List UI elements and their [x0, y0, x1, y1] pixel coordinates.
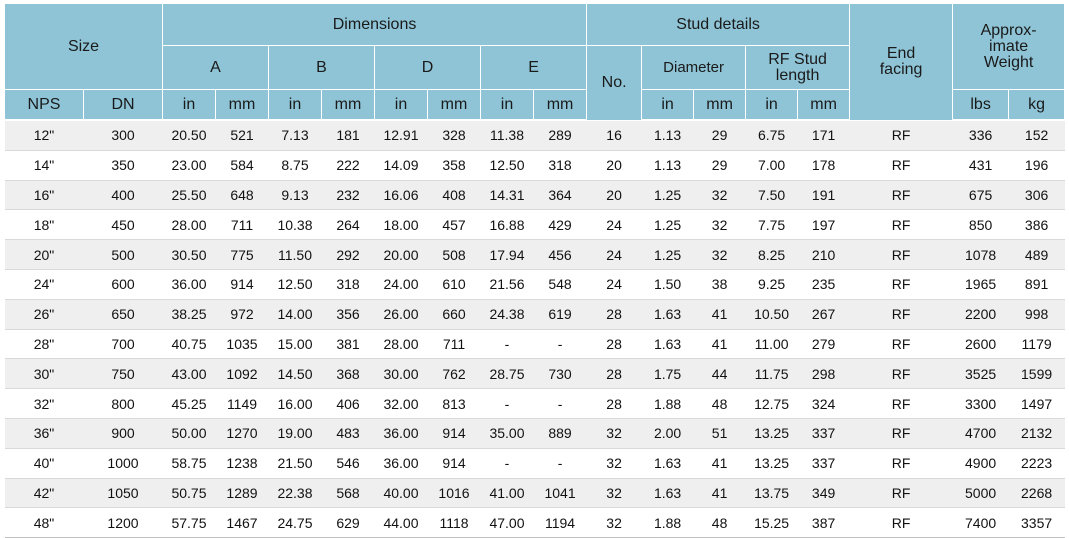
a-in-cell: 50.00 — [163, 418, 216, 448]
a-mm-cell: 914 — [216, 269, 269, 299]
length-in-cell: 13.25 — [746, 418, 798, 448]
d-in-header: in — [375, 90, 428, 121]
size-header: Size — [5, 4, 163, 90]
d-in-cell: 20.00 — [375, 240, 428, 270]
b-in-cell: 14.50 — [269, 359, 322, 389]
b-mm-cell: 222 — [322, 150, 375, 180]
e-mm-cell: 318 — [534, 150, 587, 180]
a-mm-cell: 1289 — [216, 478, 269, 508]
weight-kg-cell: 2223 — [1009, 448, 1065, 478]
diameter-mm-cell: 41 — [694, 448, 746, 478]
length-mm-header: mm — [798, 90, 850, 121]
weight-kg-header: kg — [1009, 90, 1065, 121]
weight-lbs-cell: 850 — [953, 210, 1009, 240]
d-mm-cell: 610 — [428, 269, 481, 299]
length-in-cell: 7.50 — [746, 180, 798, 210]
e-mm-cell: 289 — [534, 120, 587, 150]
d-mm-cell: 1016 — [428, 478, 481, 508]
dimension-e-header: E — [481, 46, 587, 90]
stud-no-cell: 24 — [587, 240, 642, 270]
diameter-mm-cell: 29 — [694, 120, 746, 150]
b-in-cell: 11.50 — [269, 240, 322, 270]
e-in-cell: 47.00 — [481, 508, 534, 538]
stud-no-cell: 32 — [587, 508, 642, 538]
weight-lbs-cell: 2200 — [953, 299, 1009, 329]
e-mm-cell: - — [534, 329, 587, 359]
diameter-in-cell: 1.50 — [642, 269, 694, 299]
table-row — [5, 240, 1065, 270]
diameter-in-cell: 1.25 — [642, 180, 694, 210]
e-mm-header: mm — [534, 90, 587, 121]
nps-cell: 14" — [5, 150, 84, 180]
b-mm-cell: 356 — [322, 299, 375, 329]
e-in-cell: 35.00 — [481, 418, 534, 448]
table-row — [5, 180, 1065, 210]
e-in-cell: 21.56 — [481, 269, 534, 299]
dn-cell: 1200 — [84, 508, 163, 538]
d-in-cell: 44.00 — [375, 508, 428, 538]
a-in-cell: 28.00 — [163, 210, 216, 240]
d-mm-cell: 358 — [428, 150, 481, 180]
diameter-in-cell: 1.25 — [642, 210, 694, 240]
d-mm-cell: 408 — [428, 180, 481, 210]
e-in-cell: 12.50 — [481, 150, 534, 180]
a-mm-cell: 1149 — [216, 389, 269, 419]
diameter-mm-cell: 51 — [694, 418, 746, 448]
stud-no-cell: 28 — [587, 389, 642, 419]
a-mm-header: mm — [216, 90, 269, 121]
length-mm-cell: 210 — [798, 240, 850, 270]
b-mm-cell: 568 — [322, 478, 375, 508]
stud-no-cell: 16 — [587, 120, 642, 150]
length-mm-cell: 337 — [798, 418, 850, 448]
b-mm-cell: 546 — [322, 448, 375, 478]
d-in-cell: 24.00 — [375, 269, 428, 299]
b-in-cell: 12.50 — [269, 269, 322, 299]
e-in-cell: - — [481, 329, 534, 359]
a-in-cell: 25.50 — [163, 180, 216, 210]
e-mm-cell: 619 — [534, 299, 587, 329]
b-in-cell: 21.50 — [269, 448, 322, 478]
e-mm-cell: 730 — [534, 359, 587, 389]
weight-kg-cell: 2268 — [1009, 478, 1065, 508]
dn-cell: 900 — [84, 418, 163, 448]
b-in-cell: 9.13 — [269, 180, 322, 210]
a-mm-cell: 1092 — [216, 359, 269, 389]
stud-details-header: Stud details — [587, 4, 850, 46]
a-mm-cell: 584 — [216, 150, 269, 180]
diameter-mm-cell: 41 — [694, 299, 746, 329]
diameter-in-cell: 1.88 — [642, 389, 694, 419]
stud-no-cell: 20 — [587, 150, 642, 180]
stud-no-cell: 28 — [587, 359, 642, 389]
weight-lbs-cell: 2600 — [953, 329, 1009, 359]
b-mm-cell: 318 — [322, 269, 375, 299]
length-in-cell: 10.50 — [746, 299, 798, 329]
table-row — [5, 359, 1065, 389]
length-mm-cell: 178 — [798, 150, 850, 180]
a-mm-cell: 521 — [216, 120, 269, 150]
stud-no-cell: 24 — [587, 269, 642, 299]
weight-kg-cell: 3357 — [1009, 508, 1065, 538]
nps-cell: 16" — [5, 180, 84, 210]
nps-cell: 26" — [5, 299, 84, 329]
dn-cell: 450 — [84, 210, 163, 240]
weight-kg-cell: 891 — [1009, 269, 1065, 299]
diameter-mm-cell: 44 — [694, 359, 746, 389]
b-mm-header: mm — [322, 90, 375, 121]
nps-cell: 42" — [5, 478, 84, 508]
stud-no-cell: 20 — [587, 180, 642, 210]
dn-cell: 300 — [84, 120, 163, 150]
e-in-header: in — [481, 90, 534, 121]
e-mm-cell: 429 — [534, 210, 587, 240]
b-in-cell: 16.00 — [269, 389, 322, 419]
e-in-cell: 11.38 — [481, 120, 534, 150]
end-facing-cell: RF — [850, 448, 953, 478]
end-facing-cell: RF — [850, 418, 953, 448]
a-in-cell: 58.75 — [163, 448, 216, 478]
flange-dimensions-table — [4, 3, 1065, 538]
length-in-cell: 15.25 — [746, 508, 798, 538]
b-in-cell: 8.75 — [269, 150, 322, 180]
a-mm-cell: 775 — [216, 240, 269, 270]
stud-no-cell: 32 — [587, 418, 642, 448]
dn-cell: 350 — [84, 150, 163, 180]
e-in-cell: 14.31 — [481, 180, 534, 210]
e-in-cell: 24.38 — [481, 299, 534, 329]
d-mm-cell: 508 — [428, 240, 481, 270]
diameter-in-cell: 1.25 — [642, 240, 694, 270]
weight-lbs-cell: 675 — [953, 180, 1009, 210]
b-in-cell: 24.75 — [269, 508, 322, 538]
nps-cell: 48" — [5, 508, 84, 538]
end-facing-cell: RF — [850, 478, 953, 508]
d-in-cell: 18.00 — [375, 210, 428, 240]
nps-cell: 30" — [5, 359, 84, 389]
weight-lbs-cell: 336 — [953, 120, 1009, 150]
a-in-cell: 23.00 — [163, 150, 216, 180]
a-in-cell: 50.75 — [163, 478, 216, 508]
d-in-cell: 36.00 — [375, 418, 428, 448]
d-mm-cell: 1118 — [428, 508, 481, 538]
a-in-cell: 57.75 — [163, 508, 216, 538]
diameter-in-cell: 1.63 — [642, 448, 694, 478]
diameter-mm-cell: 48 — [694, 389, 746, 419]
weight-lbs-cell: 3525 — [953, 359, 1009, 389]
weight-kg-cell: 196 — [1009, 150, 1065, 180]
d-in-cell: 40.00 — [375, 478, 428, 508]
d-mm-cell: 660 — [428, 299, 481, 329]
dn-header: DN — [84, 90, 163, 121]
a-mm-cell: 1467 — [216, 508, 269, 538]
d-mm-cell: 914 — [428, 418, 481, 448]
b-mm-cell: 629 — [322, 508, 375, 538]
a-mm-cell: 1238 — [216, 448, 269, 478]
weight-lbs-cell: 4700 — [953, 418, 1009, 448]
diameter-mm-cell: 32 — [694, 210, 746, 240]
end-facing-cell: RF — [850, 210, 953, 240]
length-in-cell: 13.75 — [746, 478, 798, 508]
diameter-mm-cell: 32 — [694, 240, 746, 270]
dimension-d-header: D — [375, 46, 481, 90]
length-mm-cell: 267 — [798, 299, 850, 329]
weight-kg-cell: 1497 — [1009, 389, 1065, 419]
weight-lbs-cell: 3300 — [953, 389, 1009, 419]
table-body — [5, 120, 1065, 538]
table-row — [5, 299, 1065, 329]
d-mm-header: mm — [428, 90, 481, 121]
nps-cell: 20" — [5, 240, 84, 270]
length-in-cell: 11.00 — [746, 329, 798, 359]
weight-kg-cell: 306 — [1009, 180, 1065, 210]
table-row — [5, 418, 1065, 448]
e-in-cell: 16.88 — [481, 210, 534, 240]
length-in-cell: 11.75 — [746, 359, 798, 389]
b-in-header: in — [269, 90, 322, 121]
d-mm-cell: 813 — [428, 389, 481, 419]
diameter-in-cell: 1.63 — [642, 299, 694, 329]
dn-cell: 600 — [84, 269, 163, 299]
e-mm-cell: 364 — [534, 180, 587, 210]
dn-cell: 700 — [84, 329, 163, 359]
stud-no-cell: 28 — [587, 329, 642, 359]
length-in-cell: 13.25 — [746, 448, 798, 478]
e-in-cell: 41.00 — [481, 478, 534, 508]
diameter-in-cell: 1.13 — [642, 150, 694, 180]
a-in-cell: 45.25 — [163, 389, 216, 419]
table-row — [5, 150, 1065, 180]
nps-cell: 12" — [5, 120, 84, 150]
length-mm-cell: 191 — [798, 180, 850, 210]
stud-no-cell: 24 — [587, 210, 642, 240]
a-mm-cell: 648 — [216, 180, 269, 210]
b-in-cell: 10.38 — [269, 210, 322, 240]
length-in-cell: 7.00 — [746, 150, 798, 180]
length-mm-cell: 279 — [798, 329, 850, 359]
table-row — [5, 329, 1065, 359]
dn-cell: 750 — [84, 359, 163, 389]
end-facing-cell: RF — [850, 120, 953, 150]
e-in-cell: - — [481, 448, 534, 478]
e-in-cell: 28.75 — [481, 359, 534, 389]
end-facing-cell: RF — [850, 240, 953, 270]
a-in-cell: 38.25 — [163, 299, 216, 329]
nps-cell: 32" — [5, 389, 84, 419]
d-mm-cell: 457 — [428, 210, 481, 240]
weight-kg-cell: 2132 — [1009, 418, 1065, 448]
weight-lbs-cell: 1965 — [953, 269, 1009, 299]
diameter-mm-cell: 41 — [694, 329, 746, 359]
weight-kg-cell: 489 — [1009, 240, 1065, 270]
dimensions-header: Dimensions — [163, 4, 587, 46]
dimension-b-header: B — [269, 46, 375, 90]
diameter-in-cell: 1.88 — [642, 508, 694, 538]
b-mm-cell: 181 — [322, 120, 375, 150]
stud-no-cell: 32 — [587, 448, 642, 478]
d-in-cell: 14.09 — [375, 150, 428, 180]
diameter-mm-header: mm — [694, 90, 746, 121]
a-mm-cell: 1035 — [216, 329, 269, 359]
end-facing-cell: RF — [850, 508, 953, 538]
diameter-in-header: in — [642, 90, 694, 121]
length-mm-cell: 235 — [798, 269, 850, 299]
dn-cell: 800 — [84, 389, 163, 419]
diameter-mm-cell: 38 — [694, 269, 746, 299]
end-facing-cell: RF — [850, 269, 953, 299]
a-in-cell: 36.00 — [163, 269, 216, 299]
b-in-cell: 15.00 — [269, 329, 322, 359]
e-mm-cell: 456 — [534, 240, 587, 270]
e-mm-cell: - — [534, 448, 587, 478]
d-mm-cell: 914 — [428, 448, 481, 478]
end-facing-cell: RF — [850, 299, 953, 329]
table-row — [5, 478, 1065, 508]
dn-cell: 650 — [84, 299, 163, 329]
weight-lbs-cell: 4900 — [953, 448, 1009, 478]
length-mm-cell: 349 — [798, 478, 850, 508]
b-mm-cell: 292 — [322, 240, 375, 270]
d-in-cell: 28.00 — [375, 329, 428, 359]
diameter-in-cell: 1.13 — [642, 120, 694, 150]
weight-lbs-header: lbs — [953, 90, 1009, 121]
weight-header: Approx-imate Weight — [953, 4, 1065, 90]
diameter-in-cell: 2.00 — [642, 418, 694, 448]
nps-cell: 40" — [5, 448, 84, 478]
nps-cell: 18" — [5, 210, 84, 240]
stud-count-header: No. — [587, 46, 642, 121]
nps-cell: 24" — [5, 269, 84, 299]
e-mm-cell: 1194 — [534, 508, 587, 538]
a-in-cell: 30.50 — [163, 240, 216, 270]
d-mm-cell: 762 — [428, 359, 481, 389]
diameter-in-cell: 1.63 — [642, 478, 694, 508]
b-mm-cell: 264 — [322, 210, 375, 240]
e-mm-cell: 548 — [534, 269, 587, 299]
length-mm-cell: 197 — [798, 210, 850, 240]
table-row — [5, 120, 1065, 150]
end-facing-cell: RF — [850, 180, 953, 210]
diameter-mm-cell: 41 — [694, 478, 746, 508]
e-mm-cell: 889 — [534, 418, 587, 448]
b-in-cell: 7.13 — [269, 120, 322, 150]
b-mm-cell: 406 — [322, 389, 375, 419]
e-in-cell: 17.94 — [481, 240, 534, 270]
b-mm-cell: 232 — [322, 180, 375, 210]
stud-no-cell: 32 — [587, 478, 642, 508]
e-mm-cell: 1041 — [534, 478, 587, 508]
dn-cell: 500 — [84, 240, 163, 270]
a-mm-cell: 972 — [216, 299, 269, 329]
weight-lbs-cell: 7400 — [953, 508, 1009, 538]
length-mm-cell: 324 — [798, 389, 850, 419]
a-mm-cell: 711 — [216, 210, 269, 240]
diameter-mm-cell: 48 — [694, 508, 746, 538]
length-in-header: in — [746, 90, 798, 121]
weight-lbs-cell: 1078 — [953, 240, 1009, 270]
d-mm-cell: 328 — [428, 120, 481, 150]
d-in-cell: 30.00 — [375, 359, 428, 389]
dimension-a-header: A — [163, 46, 269, 90]
dn-cell: 1000 — [84, 448, 163, 478]
weight-kg-cell: 998 — [1009, 299, 1065, 329]
dn-cell: 1050 — [84, 478, 163, 508]
d-in-cell: 32.00 — [375, 389, 428, 419]
end-facing-cell: RF — [850, 389, 953, 419]
weight-lbs-cell: 5000 — [953, 478, 1009, 508]
d-in-cell: 36.00 — [375, 448, 428, 478]
table-header — [5, 4, 1065, 121]
e-mm-cell: - — [534, 389, 587, 419]
weight-kg-cell: 152 — [1009, 120, 1065, 150]
b-mm-cell: 368 — [322, 359, 375, 389]
diameter-in-cell: 1.75 — [642, 359, 694, 389]
b-mm-cell: 483 — [322, 418, 375, 448]
a-in-cell: 20.50 — [163, 120, 216, 150]
table-row — [5, 508, 1065, 538]
nps-cell: 28" — [5, 329, 84, 359]
weight-lbs-cell: 431 — [953, 150, 1009, 180]
table-row — [5, 210, 1065, 240]
a-in-cell: 40.75 — [163, 329, 216, 359]
d-in-cell: 26.00 — [375, 299, 428, 329]
length-mm-cell: 387 — [798, 508, 850, 538]
weight-kg-cell: 1179 — [1009, 329, 1065, 359]
end-facing-cell: RF — [850, 359, 953, 389]
b-in-cell: 22.38 — [269, 478, 322, 508]
d-in-cell: 16.06 — [375, 180, 428, 210]
e-in-cell: - — [481, 389, 534, 419]
a-in-header: in — [163, 90, 216, 121]
diameter-mm-cell: 29 — [694, 150, 746, 180]
length-in-cell: 6.75 — [746, 120, 798, 150]
d-mm-cell: 711 — [428, 329, 481, 359]
stud-length-header: RF Stud length — [746, 46, 850, 90]
length-in-cell: 12.75 — [746, 389, 798, 419]
d-in-cell: 12.91 — [375, 120, 428, 150]
a-mm-cell: 1270 — [216, 418, 269, 448]
length-in-cell: 7.75 — [746, 210, 798, 240]
diameter-mm-cell: 32 — [694, 180, 746, 210]
table-row — [5, 389, 1065, 419]
stud-no-cell: 28 — [587, 299, 642, 329]
b-mm-cell: 381 — [322, 329, 375, 359]
length-mm-cell: 298 — [798, 359, 850, 389]
length-in-cell: 8.25 — [746, 240, 798, 270]
table-row — [5, 269, 1065, 299]
end-facing-cell: RF — [850, 329, 953, 359]
dn-cell: 400 — [84, 180, 163, 210]
end-facing-header: End facing — [850, 4, 953, 121]
nps-header: NPS — [5, 90, 84, 121]
weight-kg-cell: 1599 — [1009, 359, 1065, 389]
b-in-cell: 19.00 — [269, 418, 322, 448]
diameter-in-cell: 1.63 — [642, 329, 694, 359]
nps-cell: 36" — [5, 418, 84, 448]
end-facing-cell: RF — [850, 150, 953, 180]
table-row — [5, 448, 1065, 478]
length-mm-cell: 171 — [798, 120, 850, 150]
a-in-cell: 43.00 — [163, 359, 216, 389]
length-mm-cell: 337 — [798, 448, 850, 478]
length-in-cell: 9.25 — [746, 269, 798, 299]
b-in-cell: 14.00 — [269, 299, 322, 329]
weight-kg-cell: 386 — [1009, 210, 1065, 240]
stud-diameter-header: Diameter — [642, 46, 746, 90]
